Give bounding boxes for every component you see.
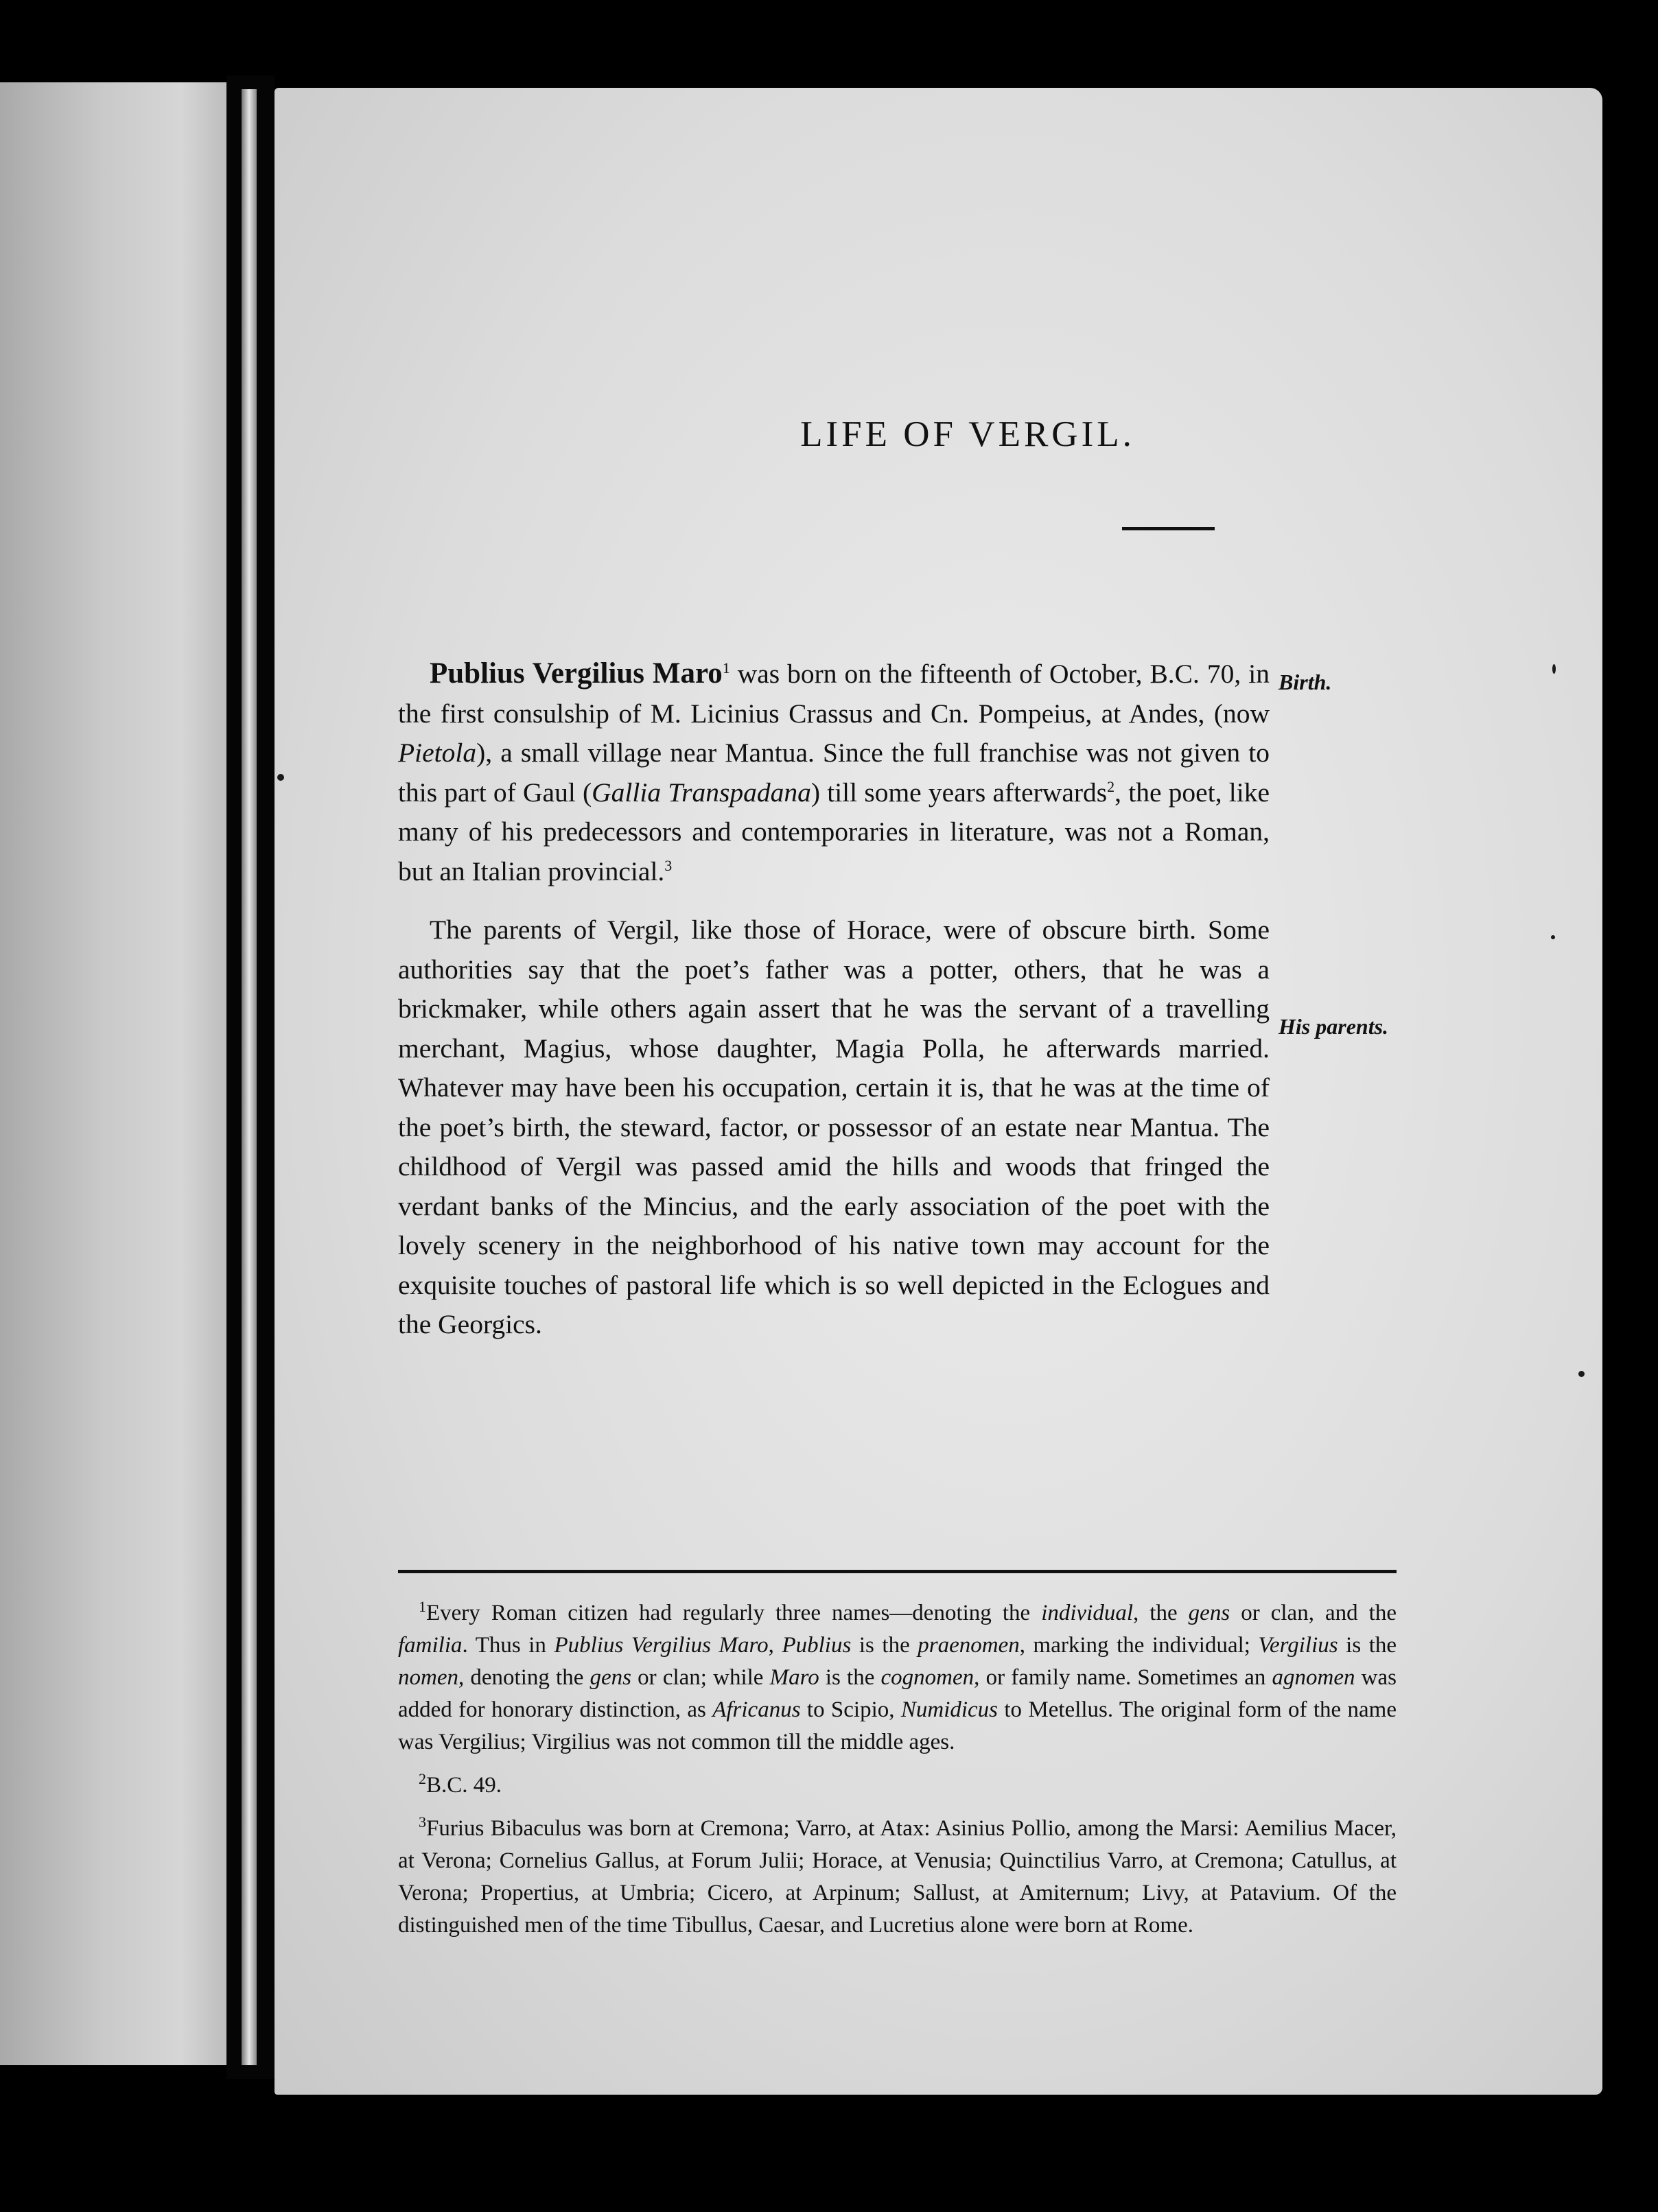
page-title: LIFE OF VERGIL. [800,414,1135,454]
footnote-3 [398,1813,1397,1942]
page-content [398,88,1537,2095]
book-page [275,88,1602,2095]
fn1-t13: was added for honorary distinction, as [398,1665,1397,1722]
fn1-t5: , [768,1633,782,1658]
fn1-t10: or clan; while [631,1665,770,1690]
footnote-1-number: 1 [419,1598,426,1615]
footnote-3-text: Furius Bibaculus was born at Cremona; Varro, at Atax: Asinius Pollio, among the Marsi: Aemilius Macer, at Verona; Cornelius Gallus, at Forum Julii; Horace, at Venusia; Quinctilius Varro, at Cremona; Catullus, at Verona; Propertius, at Umbria; Cicero, at Arpinum; Sallust, at Amiternum; Livy, at Patavium. Of the distinguished men of the time Tibullus, Caesar, and Lucretius alone were born at Rome. [398,1816,1397,1938]
fn1-i9: gens [589,1665,632,1690]
ink-speck [1578,1371,1585,1377]
gallia-italic: Gallia Transpadana [592,777,811,808]
fn1-i1: individual [1041,1601,1134,1625]
fn1-i14: Numidicus [900,1697,999,1722]
fn1-i4: Publius Vergilius Maro [554,1633,769,1658]
fn1-t6: is the [851,1633,918,1658]
fn1-t4: . Thus in [462,1633,554,1658]
footnote-2-text: B.C. 49. [426,1773,502,1798]
footnote-mark-3: 3 [664,856,673,874]
sidenote-parents: His parents. [1278,1014,1389,1039]
title-rule [1122,527,1215,530]
paragraph-birth-text-b: ), a small village near Mantua. Since the full franchise was not given to this part of Gaul ( [398,738,1270,808]
fn1-i7: Vergilius [1258,1633,1338,1658]
fn1-t8: is the [1338,1633,1397,1658]
fn1-i2: gens [1188,1601,1230,1625]
ink-speck [1551,935,1555,939]
footnote-mark-2: 2 [1107,777,1115,795]
footnote-rule [398,1570,1397,1573]
footnote-2 [398,1769,1397,1802]
footnote-2-number: 2 [419,1770,426,1787]
footnote-mark-1: 1 [722,659,730,676]
footnotes [398,1597,1397,1942]
fn1-t1: Every Roman citizen had regularly three names—denoting the [426,1601,1042,1625]
sidenote-birth: Birth. [1278,670,1332,694]
fn1-t7: , marking the individual; [1019,1633,1259,1658]
fn1-t15: to Metellus. The original form of the name was Vergilius; Virgilius was not common till the middle ages. [398,1697,1397,1754]
fn1-t2: , the [1133,1601,1189,1625]
fn1-i3: familia [398,1633,463,1658]
paragraph-birth-text-a: was born on the fifteenth of October, B.C. 70, in the first consulship of M. Licinius Crassus and Cn. Pompeius, at Andes, (now [398,659,1270,729]
fn1-t11: is the [819,1665,881,1690]
paragraph-birth [398,654,1270,891]
main-text [398,654,1270,1345]
fn1-t3: or clan, and the [1230,1601,1397,1625]
ink-speck [1552,664,1556,674]
fn1-t14: to Scipio, [800,1697,901,1722]
fn1-i10: Maro [769,1665,819,1690]
fn1-i12: agnomen [1272,1665,1355,1690]
fn1-t12: , or family name. Sometimes an [974,1665,1272,1690]
fn1-i11: cognomen [880,1665,974,1690]
fn1-i8: nomen [398,1665,458,1690]
footnote-3-number: 3 [419,1813,426,1831]
lead-name: Publius Vergilius Maro [430,657,723,690]
fn1-t9: , denoting the [458,1665,590,1690]
facing-page [0,82,226,2065]
fn1-i5: Publius [782,1633,852,1658]
gutter-highlight [242,89,257,2065]
footnote-1 [398,1597,1397,1758]
ink-speck [277,774,284,781]
paragraph-birth-text-c: ) till some years afterwards [810,777,1108,808]
paragraph-parents: The parents of Vergil, like those of Horace, were of obscure birth. Some authorities say that the poet’s father was a potter, others, that he was a brickmaker, while others again assert that he was the servant of a travelling merchant, Magius, whose daughter, Magia Polla, he afterwards married. Whatever may have been his occupation, certain it is, that he was at the time of the poet’s birth, the steward, factor, or possessor of an estate near Mantua. The childhood of Vergil was passed amid the hills and woods that fringed the verdant banks of the Mincius, and the early association of the poet with the lovely scenery in the neighborhood of his native town may account for the exquisite touches of pastoral life which is so well depicted in the Eclogues and the Georgics. [398,915,1270,1339]
pietola-italic: Pietola [398,738,477,768]
fn1-i6: praenomen [918,1633,1020,1658]
fn1-i13: Africanus [712,1697,801,1722]
paragraph-birth-text-d: , the poet, like many of his predecessors and contemporaries in literature, was not a Roman, but an Italian provincial. [398,777,1270,886]
